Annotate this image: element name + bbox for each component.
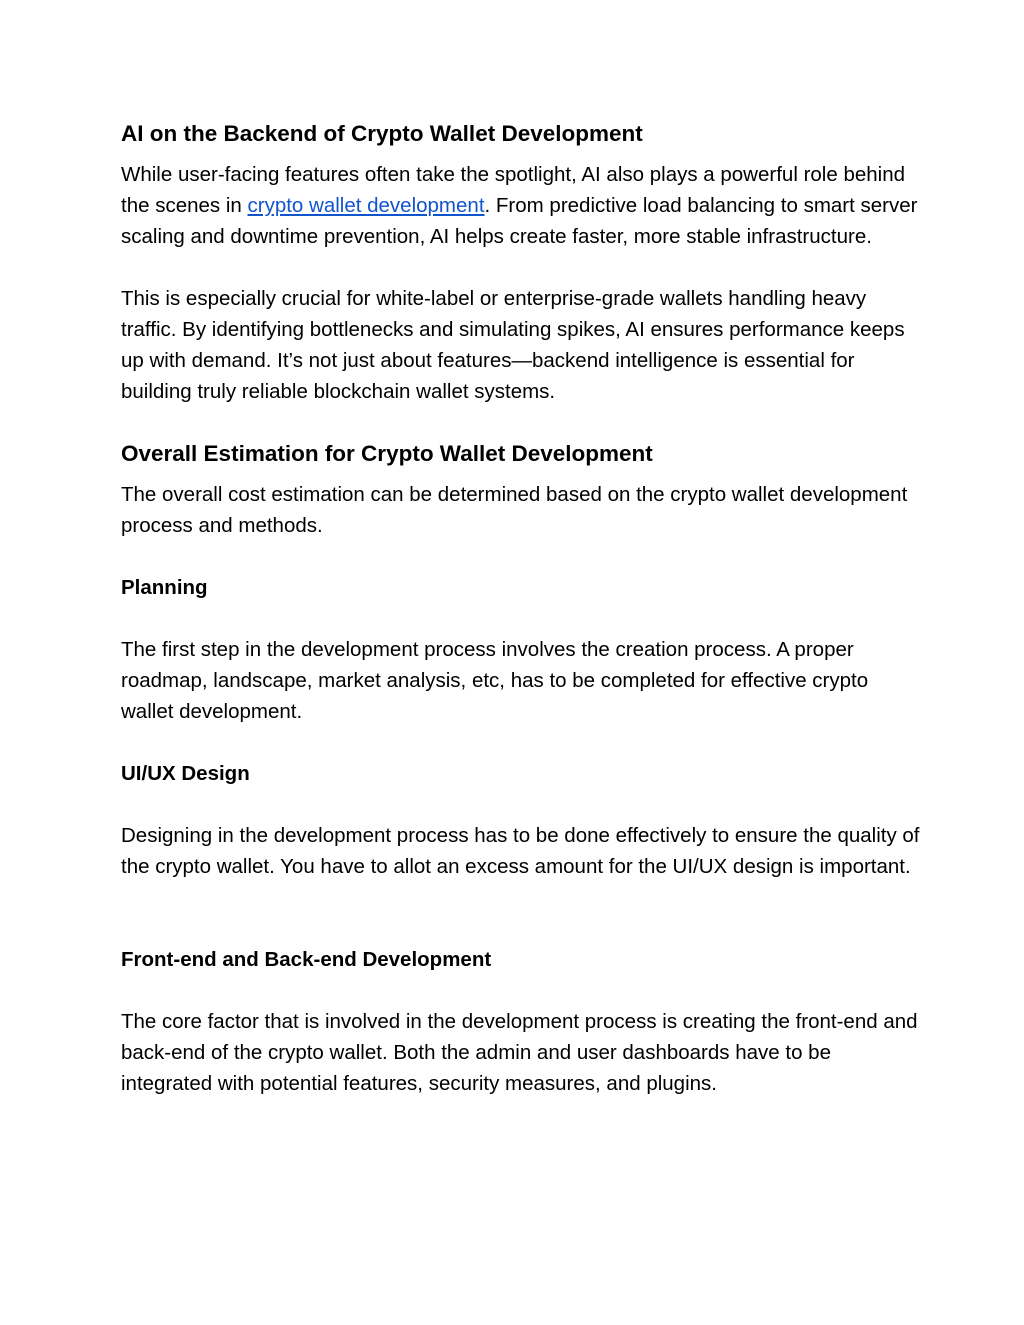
paragraph-uiux-design: Designing in the development process has to be done effectively to ensure the quality of the crypto wallet. You have to allot an excess amount for the UI/UX design is important. <box>121 824 920 878</box>
heading-overall-estimation: Overall Estimation for Crypto Wallet Development <box>121 441 653 466</box>
crypto-wallet-development-link[interactable]: crypto wallet development <box>247 194 485 217</box>
heading-frontend-backend: Front-end and Back-end Development <box>121 948 492 971</box>
paragraph-ai-backend-1 <box>121 159 921 252</box>
document-page <box>121 118 921 1099</box>
paragraph-frontend-backend: The core factor that is involved in the development process is creating the front-end and back-end of the crypto wallet. Both the admin and user dashboards have to be integrated with potential features, security measures, and plugins. <box>121 1010 918 1095</box>
paragraph-planning: The first step in the development process involves the creation process. A proper roadmap, landscape, market analysis, etc, has to be completed for effective crypto wallet development. <box>121 638 869 723</box>
heading-ai-backend: AI on the Backend of Crypto Wallet Development <box>121 121 643 146</box>
paragraph-overall-estimation: The overall cost estimation can be determined based on the crypto wallet development process and methods. <box>121 483 908 537</box>
heading-uiux-design: UI/UX Design <box>121 762 250 785</box>
paragraph-ai-backend-2: This is especially crucial for white-label or enterprise-grade wallets handling heavy traffic. By identifying bottlenecks and simulating spikes, AI ensures performance keeps up with demand. It’s not just about features—backend intelligence is essential for building truly reliable blockchain wallet systems. <box>121 287 905 403</box>
paragraph-text: . From predictive load balancing to smart server scaling and downtime prevention, AI helps create faster, more stable infrastructure. <box>121 194 918 248</box>
heading-planning: Planning <box>121 576 208 599</box>
paragraph-text: While user-facing features often take the spotlight, AI also plays a powerful role behind the scenes in <box>121 163 906 217</box>
